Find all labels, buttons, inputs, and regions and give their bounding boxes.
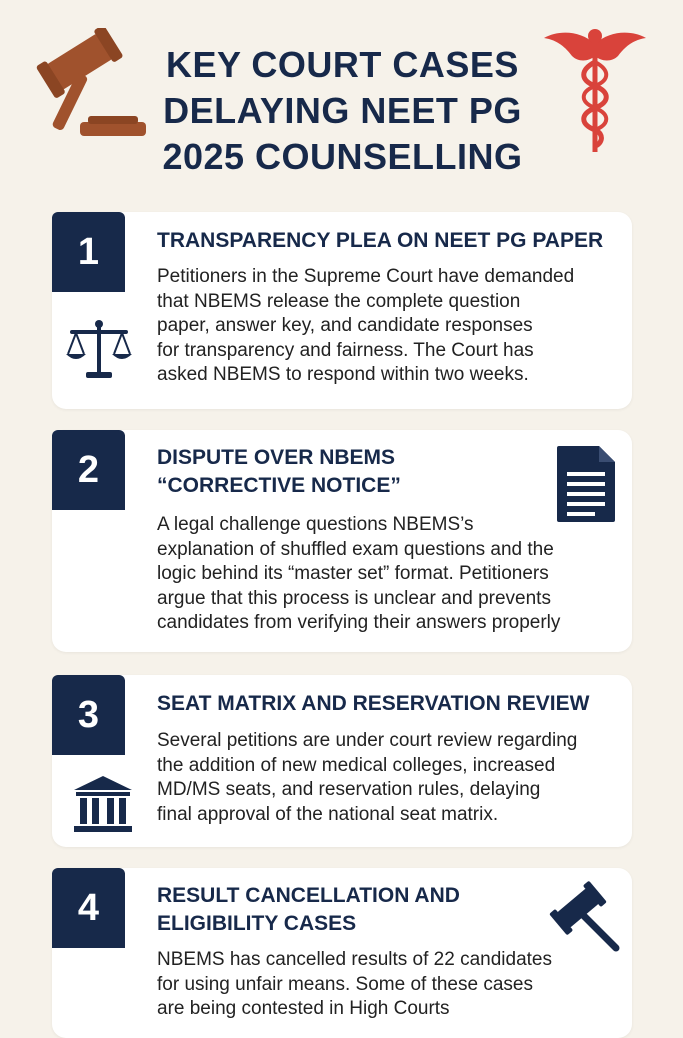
case-number-badge-3: 3	[52, 675, 125, 755]
scales-icon	[64, 316, 134, 382]
gavel-icon	[18, 28, 148, 148]
case-body-1	[157, 265, 574, 388]
case-body-line: for using unfair means. Some of these cases	[157, 973, 533, 995]
case-body-line: paper, answer key, and candidate responses	[157, 315, 533, 336]
case-body-line: explanation of shuffled exam questions and the	[157, 538, 554, 560]
case-title-line: ELIGIBILITY CASES	[157, 912, 357, 935]
case-body-line: MD/MS seats, and reservation rules, delaying	[157, 779, 541, 800]
case-body-3	[157, 729, 577, 827]
case-body-line: for transparency and fairness. The Court has	[157, 339, 534, 361]
courthouse-icon	[72, 774, 134, 834]
case-title-3	[157, 690, 589, 718]
title-line-2: DELAYING NEET PG	[163, 90, 522, 131]
case-body-line: final approval of the national seat matrix.	[157, 803, 499, 825]
case-title-line: SEAT MATRIX AND RESERVATION REVIEW	[157, 692, 590, 715]
case-body-line: asked NBEMS to respond within two weeks.	[157, 364, 529, 385]
document-icon	[555, 444, 617, 524]
case-number-badge-1: 1	[52, 212, 125, 292]
case-title-line: TRANSPARENCY PLEA ON NEET PG PAPER	[157, 229, 604, 252]
case-title-1	[157, 227, 603, 255]
case-body-line: Several petitions are under court review regarding	[157, 730, 578, 751]
gavel-icon	[548, 880, 622, 954]
caduceus-icon	[540, 22, 650, 157]
case-title-2	[157, 444, 401, 500]
case-title-line: “CORRECTIVE NOTICE”	[157, 474, 401, 497]
case-body-4	[157, 948, 552, 1022]
title-line-1: KEY COURT CASES	[166, 44, 519, 85]
case-body-line: NBEMS has cancelled results of 22 candidates	[157, 949, 552, 970]
case-body-line: A legal challenge questions NBEMS’s	[157, 514, 474, 535]
case-body-line: logic behind its “master set” format. Petitioners	[157, 563, 549, 584]
case-body-2	[157, 513, 560, 636]
title-line-3: 2025 COUNSELLING	[162, 136, 523, 177]
case-body-line: are being contested in High Courts	[157, 998, 450, 1019]
case-number-badge-4: 4	[52, 868, 125, 948]
case-body-line: that NBEMS release the complete question	[157, 290, 521, 312]
case-body-line: Petitioners in the Supreme Court have demanded	[157, 266, 575, 287]
case-title-4	[157, 882, 460, 938]
case-number-badge-2: 2	[52, 430, 125, 510]
case-body-line: the addition of new medical colleges, increased	[157, 754, 556, 776]
case-body-line: argue that this process is unclear and prevents	[157, 587, 551, 609]
page-title	[130, 42, 555, 180]
case-title-line: RESULT CANCELLATION AND	[157, 884, 460, 907]
case-title-line: DISPUTE OVER NBEMS	[157, 446, 396, 469]
case-body-line: candidates from verifying their answers properly	[157, 612, 561, 633]
